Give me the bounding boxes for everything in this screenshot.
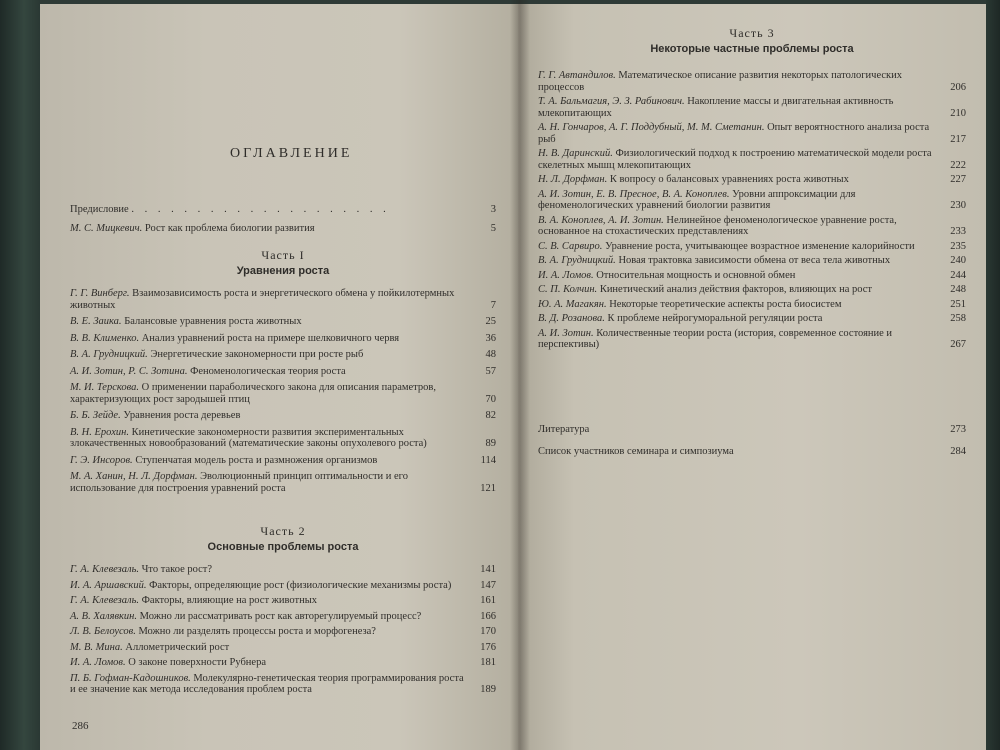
toc-title: О применении параболического закона для описания параметров, характеризующих рост зародышей птиц	[70, 382, 436, 405]
page-ref: 147	[480, 579, 496, 591]
toc-entry	[70, 673, 496, 696]
page-ref: 48	[485, 349, 496, 360]
toc-author: Г. А. Клевезаль.	[70, 595, 139, 606]
page-ref: 170	[480, 626, 496, 637]
toc-title: Можно ли рассматривать рост как авторегулируемый процесс?	[139, 610, 422, 622]
toc-entry	[70, 382, 496, 405]
page-ref: 206	[950, 81, 966, 93]
toc-author: В. Е. Заика.	[70, 316, 122, 327]
page-ref: 189	[480, 684, 496, 695]
page-ref: 176	[480, 641, 496, 653]
part-1	[70, 248, 496, 277]
toc-entry	[538, 96, 966, 119]
toc-entry	[70, 471, 496, 494]
toc-title: Феноменологическая теория роста	[190, 365, 346, 377]
page-ref: 251	[950, 298, 966, 310]
toc-title: Математическое описание развития некоторых патологических процессов	[538, 70, 902, 93]
toc-author: М. С. Мицкевич.	[70, 222, 143, 234]
part-label: Часть 3	[729, 26, 775, 40]
toc-author: Ю. А. Магакян.	[538, 298, 607, 310]
toc-title: Уровни аппроксимации для феноменологических уравнений биологии развития	[538, 188, 856, 211]
page-ref: 36	[485, 332, 496, 344]
toc-entry	[538, 424, 966, 436]
toc-entry	[538, 215, 966, 238]
toc-author: И. А. Ломов.	[538, 269, 594, 281]
toc-author: В. А. Грудницкий.	[70, 349, 148, 360]
toc-title: К проблеме нейрогуморальной регуляции роста	[607, 313, 823, 324]
toc-author: В. Н. Ерохин.	[70, 426, 129, 438]
toc-author: М. В. Мина.	[70, 641, 123, 653]
toc-title: Кинетические закономерности развития экспериментальных злокачественных новообразований (математические законы опухолевого роста)	[70, 426, 427, 449]
part-2	[70, 524, 496, 553]
part-label: Часть 2	[260, 524, 306, 538]
toc-entry	[538, 299, 966, 311]
page-ref: 227	[950, 174, 966, 185]
left-page	[40, 4, 518, 750]
page-ref: 235	[950, 240, 966, 252]
toc-entry	[70, 455, 496, 467]
toc-entry	[70, 657, 496, 669]
toc-author: Г. Э. Инсоров.	[70, 454, 133, 466]
toc-entry: Предисловие . . . . . . . . . . . . . . . . . . . . 3	[70, 204, 496, 215]
page-ref: 7	[490, 299, 496, 311]
part-subtitle: Некоторые частные проблемы роста	[650, 43, 854, 55]
toc-title: Рост как проблема биологии развития	[144, 222, 315, 234]
toc-title: Анализ уравнений роста на примере шелковичного червя	[141, 332, 400, 344]
page-ref: 233	[950, 226, 966, 237]
page-ref: 210	[950, 107, 966, 119]
toc-entry	[70, 580, 496, 592]
toc-author: А. В. Халявкин.	[70, 610, 138, 622]
toc-entry	[70, 427, 496, 450]
toc-title: Факторы, влияющие на рост животных	[141, 595, 318, 606]
toc-title: Физиологический подход к построению математической модели роста скелетных мышц млекопитающих	[538, 148, 932, 171]
toc-entry	[538, 189, 966, 212]
toc-author: М. А. Ханин, Н. Л. Дорфман.	[70, 471, 198, 482]
back-matter	[538, 424, 966, 457]
toc-entry	[70, 288, 496, 311]
toc-author: В. Д. Розанова.	[538, 313, 605, 324]
page-ref: 244	[950, 269, 966, 281]
toc-title: Молекулярно-генетическая теория программирования роста и ее значение как метода исследования проблем роста	[70, 672, 464, 695]
toc-author: Г. А. Клевезаль.	[70, 564, 139, 575]
toc-entry	[70, 410, 496, 422]
page-ref: 25	[485, 316, 496, 327]
toc-entry	[70, 564, 496, 576]
toc-title: Список участников семинара и симпозиума	[538, 445, 734, 457]
toc-entry	[70, 642, 496, 654]
toc-entry	[70, 316, 496, 328]
toc-entry	[538, 328, 966, 351]
toc-title: Взаимозависимость роста и энергетического обмена у пойкилотермных животных	[70, 288, 455, 311]
toc-entry	[538, 70, 966, 93]
page-ref: 166	[480, 610, 496, 622]
part-label: Часть I	[261, 248, 305, 262]
toc-title: Нелинейное феноменологическое уравнение роста, основанное на стохастических представлениях	[538, 214, 897, 237]
toc-author: В. В. Клименко.	[70, 332, 140, 344]
toc-author: Б. Б. Зейде.	[70, 410, 121, 421]
page-ref: 82	[485, 410, 496, 421]
page-ref: 114	[480, 454, 496, 466]
page-ref: 248	[950, 284, 966, 295]
page-number: 286	[72, 720, 89, 732]
part-subtitle: Уравнения роста	[236, 265, 330, 277]
toc-title: Количественные теории роста (история, современное состояние и перспективы)	[538, 327, 893, 350]
page-ref: 217	[950, 133, 966, 145]
page-ref: 267	[950, 339, 966, 350]
page-ref: 3	[490, 204, 496, 215]
toc-author: Н. Л. Дорфман.	[538, 174, 608, 185]
part-2-entries	[70, 564, 496, 700]
toc-author: В. А. Коноплев, А. И. Зотин.	[538, 214, 664, 226]
toc-title: О законе поверхности Рубнера	[128, 657, 266, 668]
page-ref: 161	[480, 595, 496, 606]
toc-entry	[538, 313, 966, 325]
toc-title: Новая трактовка зависимости обмена от веса тела животных	[618, 255, 891, 266]
toc-entry	[538, 148, 966, 171]
toc-title: Можно ли разделять процессы роста и морфогенеза?	[138, 626, 376, 637]
page-ref: 273	[950, 424, 966, 435]
toc-entry	[538, 270, 966, 282]
toc-author: Т. А. Бальмагия, Э. З. Рабинович.	[538, 96, 685, 107]
toc-title: Аллометрический рост	[125, 641, 230, 653]
toc-author: Н. В. Даринский.	[538, 148, 613, 159]
toc-entry	[70, 611, 496, 623]
toc-title: Факторы, определяющие рост (физиологические механизмы роста)	[149, 579, 452, 591]
toc-title: Эволюционный принцип оптимальности и его использование для построения уравнений роста	[70, 471, 408, 494]
toc-entry	[538, 255, 966, 267]
page-ref: 57	[485, 365, 496, 377]
toc-entry	[70, 366, 496, 378]
toc-entry	[70, 223, 496, 235]
part-3-entries	[538, 70, 966, 354]
page-ref: 89	[485, 438, 496, 449]
toc-author: М. И. Терскова.	[70, 382, 139, 393]
toc-author: П. Б. Гофман-Кадошников.	[70, 672, 191, 684]
toc-title: Уравнения роста деревьев	[123, 410, 241, 421]
toc-entry	[538, 174, 966, 186]
toc-author: А. И. Зотин.	[538, 327, 594, 339]
toc-entry	[538, 446, 966, 458]
toc-title: Ступенчатая модель роста и размножения организмов	[135, 454, 378, 466]
toc-title: К вопросу о балансовых уравнениях роста животных	[609, 174, 849, 185]
toc-author: И. А. Ломов.	[70, 657, 126, 668]
toc-title: Уравнение роста, учитывающее возрастное изменение калорийности	[605, 240, 915, 252]
toc-author: С. П. Колчин.	[538, 284, 598, 295]
book-cover-edge-right	[986, 0, 1000, 750]
toc-entry	[70, 626, 496, 638]
toc-author: А. И. Зотин, Е. В. Пресное, В. А. Коноплев.	[538, 188, 730, 200]
page-ref: 284	[950, 445, 966, 457]
toc-title: Опыт вероятностного анализа роста рыб	[538, 122, 930, 145]
toc-entry	[538, 241, 966, 253]
toc-title: Энергетические закономерности при росте рыб	[150, 349, 364, 360]
toc-author: Г. Г. Автандилов.	[538, 70, 616, 81]
front-matter	[70, 204, 496, 234]
toc-author: А. И. Зотин, Р. С. Зотина.	[70, 365, 188, 377]
page-ref: 258	[950, 313, 966, 324]
page-ref: 5	[490, 222, 496, 234]
toc-title: Балансовые уравнения роста животных	[124, 316, 302, 327]
part-3	[538, 26, 966, 55]
toc-entry	[70, 349, 496, 361]
toc-title: Что такое рост?	[141, 564, 213, 575]
right-page	[518, 4, 986, 750]
page-ref: 70	[485, 393, 496, 405]
page-ref: 181	[480, 657, 496, 668]
toc-author: Л. В. Белоусов.	[70, 626, 136, 637]
part-1-entries	[70, 288, 496, 499]
contents-heading: ОГЛАВЛЕНИЕ	[230, 146, 353, 161]
toc-author: И. А. Аршавский.	[70, 579, 147, 591]
toc-title: Литература	[538, 424, 590, 435]
book-cover-edge-left	[0, 0, 40, 750]
toc-entry	[538, 122, 966, 145]
page-ref: 121	[480, 482, 496, 494]
page-ref: 222	[950, 159, 966, 171]
toc-author: В. А. Грудницкий.	[538, 255, 616, 266]
page-ref: 230	[950, 200, 966, 211]
toc-author: А. Н. Гончаров, А. Г. Поддубный, М. М. Сметанин.	[538, 122, 765, 133]
toc-author: С. В. Сарвиро.	[538, 240, 603, 252]
toc-entry	[70, 595, 496, 607]
toc-entry	[538, 284, 966, 296]
toc-title: Кинетический анализ действия факторов, влияющих на рост	[599, 284, 872, 295]
toc-author: Г. Г. Винберг.	[70, 288, 130, 299]
toc-title: Накопление массы и двигательная активность млекопитающих	[538, 96, 894, 119]
page-ref: 240	[950, 255, 966, 266]
toc-title: Некоторые теоретические аспекты роста биосистем	[609, 298, 842, 310]
part-subtitle: Основные проблемы роста	[207, 541, 359, 553]
toc-title: Относительная мощность и основной обмен	[596, 269, 796, 281]
page-ref: 141	[480, 564, 496, 575]
toc-entry	[70, 333, 496, 345]
